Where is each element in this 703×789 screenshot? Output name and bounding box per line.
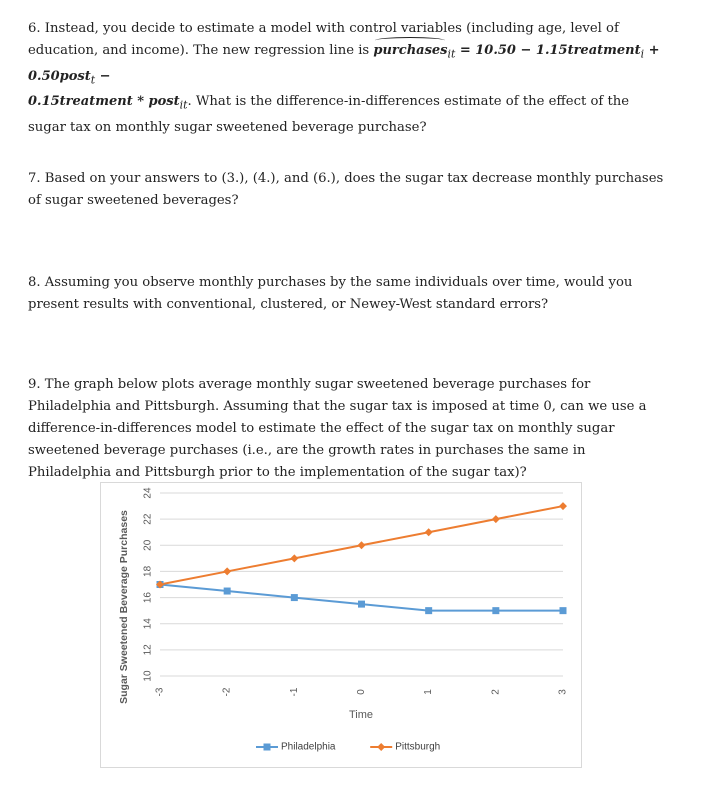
chart-svg bbox=[101, 483, 581, 767]
x-tick-label: 0 bbox=[356, 689, 367, 695]
pittsburgh-data-point bbox=[492, 515, 500, 523]
chart-legend bbox=[256, 742, 440, 753]
chart-grid bbox=[160, 493, 563, 676]
y-tick-label: 10 bbox=[142, 670, 154, 682]
philadelphia-data-point bbox=[492, 607, 499, 614]
y-tick-label: 20 bbox=[142, 539, 154, 551]
question-7: 7. Based on your answers to (3.), (4.), and (6.), does the sugar tax decrease monthly purchases of sugar sweetened beverages? bbox=[28, 171, 664, 208]
y-axis-label: Sugar Sweetened Beverage Purchases bbox=[118, 510, 130, 704]
y-tick-label: 14 bbox=[142, 618, 154, 630]
y-tick-label: 16 bbox=[142, 592, 154, 604]
x-tick-label: 3 bbox=[557, 689, 569, 695]
philadelphia-data-point bbox=[425, 607, 432, 614]
philadelphia-data-point bbox=[560, 607, 567, 614]
x-tick-label: -2 bbox=[221, 687, 233, 697]
philadelphia-data-point bbox=[291, 594, 298, 601]
x-tick-label: 1 bbox=[423, 689, 435, 695]
question-9: 9. The graph below plots average monthly sugar sweetened beverage purchases for Philadelphia and Pittsburgh. Assuming that the sugar tax is imposed at time 0, can we use a difference-in-differences model to estimate the effect of the sugar tax on monthly sugar sweetened beverage purchases (i.e., are the growth rates in purchases the same in Philadelphia and Pittsburgh prior to the implementation of the sugar tax)? bbox=[28, 377, 647, 480]
y-tick-label: 24 bbox=[142, 487, 154, 499]
question-6 bbox=[28, 18, 668, 139]
legend-philadelphia-label: Philadelphia bbox=[281, 741, 336, 753]
question-6-intro: 6. Instead, you decide to estimate a model with control variables (including age, level of education, and income). The new regression line is bbox=[28, 21, 619, 58]
y-tick-label: 12 bbox=[142, 644, 154, 656]
pittsburgh-data-point bbox=[425, 528, 433, 536]
question-8: 8. Assuming you observe monthly purchases by the same individuals over time, would you present results with conventional, clustered, or Newey-West standard errors? bbox=[28, 275, 633, 312]
x-tick-label: -1 bbox=[288, 687, 300, 697]
legend-philadelphia-marker bbox=[264, 744, 271, 751]
pittsburgh-data-point bbox=[358, 541, 366, 549]
x-tick-label: 2 bbox=[490, 689, 502, 695]
y-tick-label: 18 bbox=[142, 565, 154, 577]
x-axis-label: Time bbox=[348, 709, 374, 721]
question-6-question: . What is the difference-in-differences estimate of the effect of the sugar tax on monthly sugar sweetened beverage purchase? bbox=[28, 94, 630, 135]
pittsburgh-data-point bbox=[223, 567, 231, 575]
line-chart bbox=[100, 482, 582, 768]
philadelphia-data-point bbox=[358, 601, 365, 608]
philadelphia-data-point bbox=[224, 588, 231, 595]
pittsburgh-data-point bbox=[559, 502, 567, 510]
x-tick-labels bbox=[155, 687, 569, 696]
y-tick-label: 22 bbox=[142, 513, 154, 525]
x-tick-label: -3 bbox=[154, 687, 166, 697]
regression-equation: purchases$_{it}$ = 10.50 − 1.15treatment$_i$ + 0.50post$_t$ − 0.15treatment * post$_{it}$ bbox=[28, 43, 660, 109]
pittsburgh-data-point bbox=[290, 554, 298, 562]
y-tick-labels bbox=[143, 487, 154, 682]
legend-pittsburgh-marker bbox=[377, 743, 385, 751]
legend-pittsburgh-label: Pittsburgh bbox=[395, 741, 441, 753]
